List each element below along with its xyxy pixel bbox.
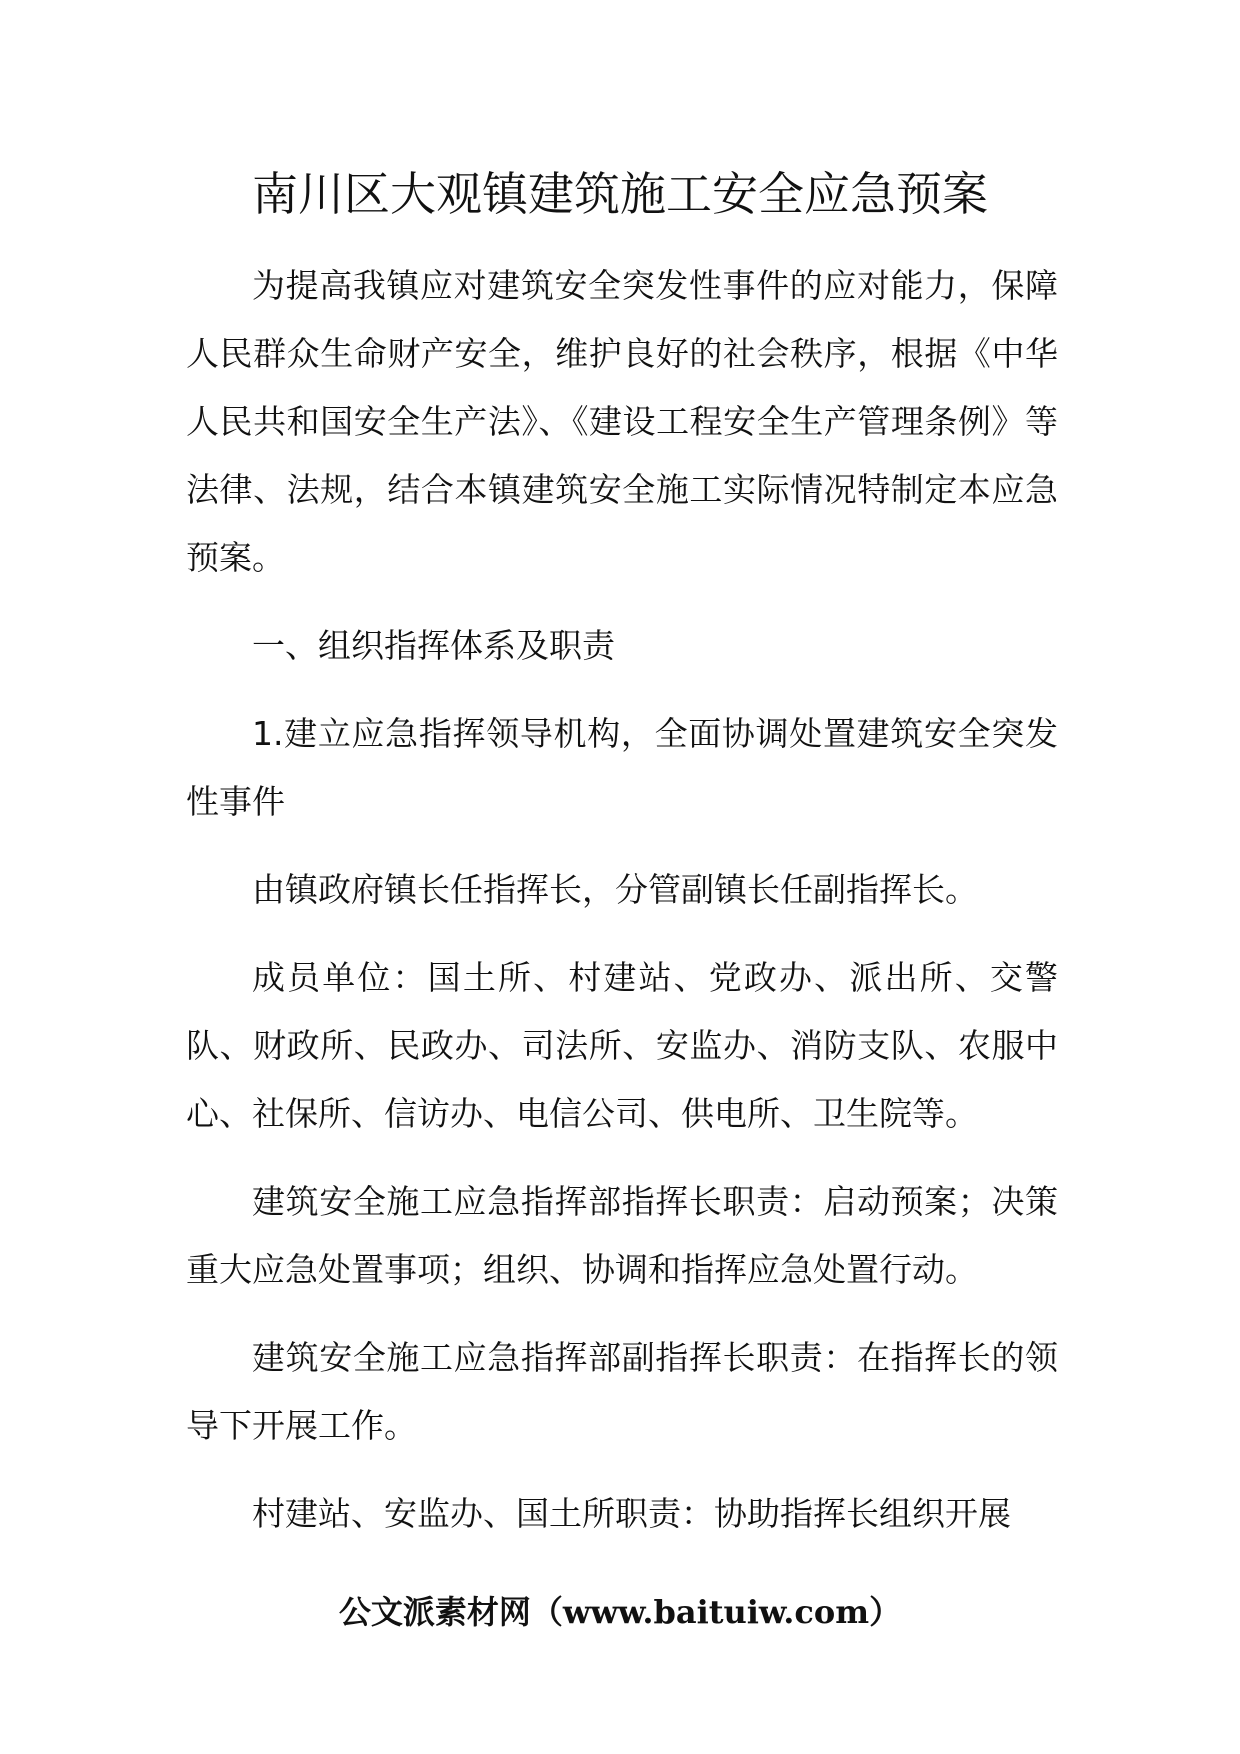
station-duties-paragraph: 村建站、安监办、国土所职责：协助指挥长组织开展 bbox=[252, 1494, 1011, 1533]
intro-paragraph: 为提高我镇应对建筑安全突发性事件的应对能力，保障人民群众生命财产安全，维护良好的社会秩序，根据《中华人民共和国安全生产法》、《建设工程安全生产管理条例》等法律、法规，结合本镇建筑安全施工实际情况特制定本应急预案。 bbox=[186, 266, 1058, 577]
member-units-paragraph: 成员单位：国土所、村建站、党政办、派出所、交警队、财政所、民政办、司法所、安监办、消防支队、农服中心、社保所、信访办、电信公司、供电所、卫生院等。 bbox=[186, 958, 1058, 1133]
page-footer: 公文派素材网（www.baituiw.com） bbox=[338, 1593, 902, 1631]
document-title: 南川区大观镇建筑施工安全应急预案 bbox=[252, 167, 988, 221]
commander-paragraph: 由镇政府镇长任指挥长，分管副镇长任副指挥长。 bbox=[252, 870, 978, 909]
commander-duties-paragraph: 建筑安全施工应急指挥部指挥长职责：启动预案；决策重大应急处置事项；组织、协调和指挥应急处置行动。 bbox=[186, 1182, 1058, 1289]
section-heading-1: 一、组织指挥体系及职责 bbox=[252, 626, 615, 665]
deputy-duties-paragraph: 建筑安全施工应急指挥部副指挥长职责：在指挥长的领导下开展工作。 bbox=[186, 1338, 1058, 1445]
subsection-1-1: 1.建立应急指挥领导机构，全面协调处置建筑安全突发性事件 bbox=[186, 714, 1058, 821]
document-body bbox=[186, 252, 1058, 1568]
